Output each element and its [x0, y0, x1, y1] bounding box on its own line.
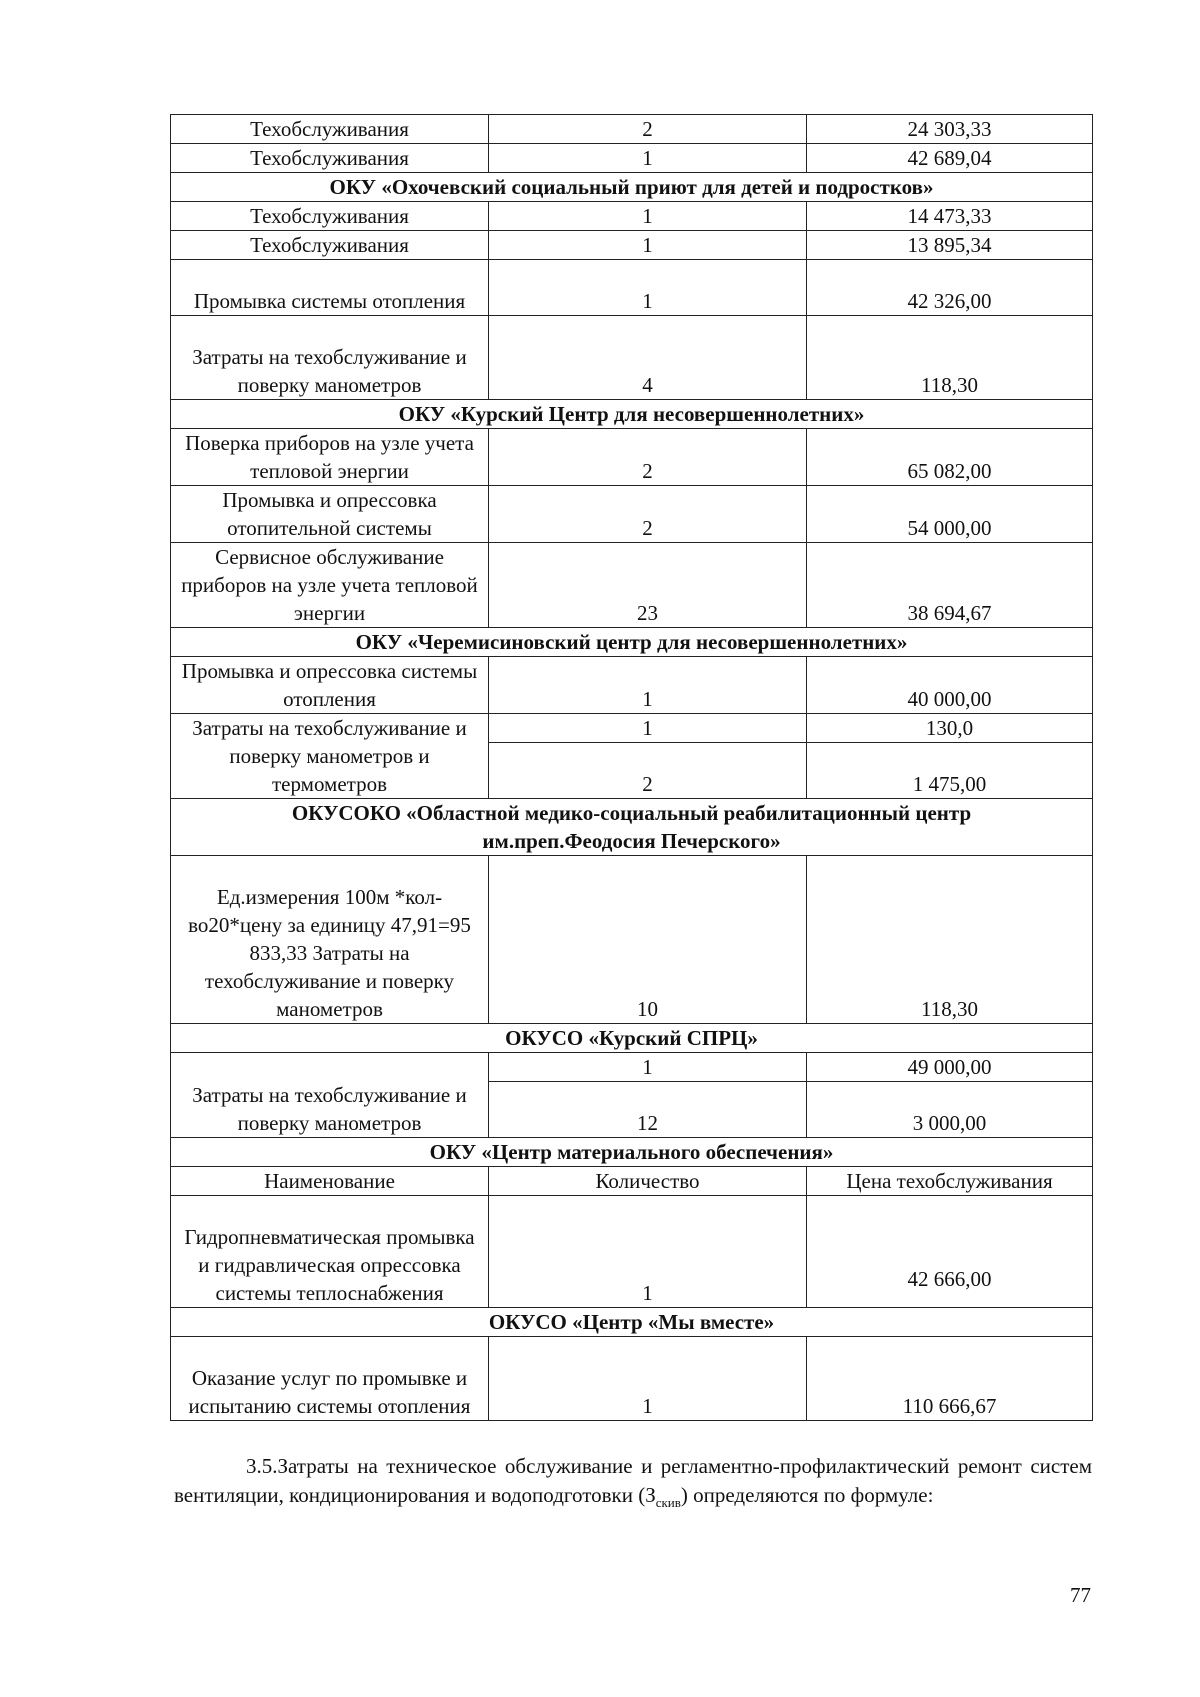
service-name-cell: Техобслуживания	[171, 115, 489, 144]
price-cell: 13 895,34	[807, 231, 1093, 260]
price-cell: 14 473,33	[807, 202, 1093, 231]
price-cell: 38 694,67	[807, 543, 1093, 628]
column-header-name: Наименование	[171, 1167, 489, 1196]
table-row	[171, 115, 1093, 144]
table-row	[171, 202, 1093, 231]
column-header-quantity: Количество	[489, 1167, 807, 1196]
service-name-cell: Поверка приборов на узле учета тепловой энергии	[171, 429, 489, 486]
section-row	[171, 1024, 1093, 1053]
section-row	[171, 628, 1093, 657]
price-cell: 130,0	[807, 714, 1093, 743]
table-row	[171, 1337, 1093, 1421]
quantity-cell: 2	[489, 429, 807, 486]
price-cell: 42 326,00	[807, 260, 1093, 316]
price-cell: 40 000,00	[807, 657, 1093, 714]
page-number: 77	[1070, 1583, 1091, 1607]
quantity-cell: 1	[489, 231, 807, 260]
section-row	[171, 400, 1093, 429]
table-row	[171, 714, 1093, 743]
section-title: ОКУСО «Центр «Мы вместе»	[171, 1308, 1093, 1337]
paragraph-text-start: 3.5.Затраты на техническое обслуживание и регламентно-профилактический ремонт систем вентиляции, кондиционирования и водоподготовки (З	[174, 1454, 1092, 1507]
table-row	[171, 657, 1093, 714]
quantity-cell: 4	[489, 316, 807, 400]
service-name-cell: Затраты на техобслуживание и поверку манометров и термометров	[171, 714, 489, 799]
quantity-cell: 1	[489, 657, 807, 714]
section-row	[171, 799, 1093, 856]
table-row	[171, 543, 1093, 628]
service-name-cell: Гидропневматическая промывка и гидравлическая опрессовка системы теплоснабжения	[171, 1196, 489, 1308]
table-row	[171, 856, 1093, 1024]
table-row	[171, 486, 1093, 543]
section-row	[171, 1308, 1093, 1337]
quantity-cell: 1	[489, 1053, 807, 1082]
quantity-cell: 12	[489, 1082, 807, 1138]
price-cell: 1 475,00	[807, 743, 1093, 799]
price-cell: 3 000,00	[807, 1082, 1093, 1138]
table-row	[171, 260, 1093, 316]
price-cell: 110 666,67	[807, 1337, 1093, 1421]
section-title: ОКУ «Черемисиновский центр для несовершеннолетних»	[171, 628, 1093, 657]
price-cell: 42 689,04	[807, 144, 1093, 173]
service-name-cell: Промывка системы отопления	[171, 260, 489, 316]
price-cell: 42 666,00	[807, 1196, 1093, 1308]
service-name-cell: Промывка и опрессовка отопительной системы	[171, 486, 489, 543]
quantity-cell: 10	[489, 856, 807, 1024]
price-cell: 54 000,00	[807, 486, 1093, 543]
table-row	[171, 1196, 1093, 1308]
section-title: ОКУ «Центр материального обеспечения»	[171, 1138, 1093, 1167]
paragraph-text-end: ) определяются по формуле:	[680, 1483, 934, 1507]
service-name-cell: Техобслуживания	[171, 202, 489, 231]
table-row	[171, 144, 1093, 173]
quantity-cell: 1	[489, 144, 807, 173]
price-cell: 118,30	[807, 316, 1093, 400]
section-row	[171, 1138, 1093, 1167]
section-title: ОКУ «Курский Центр для несовершеннолетних»	[171, 400, 1093, 429]
service-name-cell: Техобслуживания	[171, 144, 489, 173]
service-name-cell: Сервисное обслуживание приборов на узле учета тепловой энергии	[171, 543, 489, 628]
formula-paragraph	[174, 1452, 1092, 1517]
price-cell: 65 082,00	[807, 429, 1093, 486]
quantity-cell: 1	[489, 714, 807, 743]
section-title: ОКУСОКО «Областной медико-социальный реабилитационный центр им.преп.Феодосия Печерского»	[171, 799, 1093, 856]
quantity-cell: 1	[489, 202, 807, 231]
service-name-cell: Оказание услуг по промывке и испытанию системы отопления	[171, 1337, 489, 1421]
table-row	[171, 231, 1093, 260]
quantity-cell: 2	[489, 115, 807, 144]
table-row	[171, 1053, 1093, 1082]
price-cell: 24 303,33	[807, 115, 1093, 144]
service-name-cell: Затраты на техобслуживание и поверку манометров	[171, 316, 489, 400]
column-header-price: Цена техобслуживания	[807, 1167, 1093, 1196]
service-name-cell: Техобслуживания	[171, 231, 489, 260]
quantity-cell: 1	[489, 1196, 807, 1308]
header-row	[171, 1167, 1093, 1196]
maintenance-cost-table	[170, 114, 1093, 1421]
section-title: ОКУСО «Курский СПРЦ»	[171, 1024, 1093, 1053]
paragraph-subscript: скив	[655, 1495, 681, 1511]
quantity-cell: 23	[489, 543, 807, 628]
price-cell: 118,30	[807, 856, 1093, 1024]
quantity-cell: 2	[489, 743, 807, 799]
quantity-cell: 1	[489, 1337, 807, 1421]
quantity-cell: 2	[489, 486, 807, 543]
section-row	[171, 173, 1093, 202]
service-name-cell: Промывка и опрессовка системы отопления	[171, 657, 489, 714]
price-cell: 49 000,00	[807, 1053, 1093, 1082]
service-name-cell: Ед.измерения 100м *кол-во20*цену за единицу 47,91=95 833,33 Затраты на техобслуживание и поверку манометров	[171, 856, 489, 1024]
quantity-cell: 1	[489, 260, 807, 316]
table-row	[171, 429, 1093, 486]
table-row	[171, 316, 1093, 400]
section-title: ОКУ «Охочевский социальный приют для детей и подростков»	[171, 173, 1093, 202]
service-name-cell: Затраты на техобслуживание и поверку манометров	[171, 1053, 489, 1138]
